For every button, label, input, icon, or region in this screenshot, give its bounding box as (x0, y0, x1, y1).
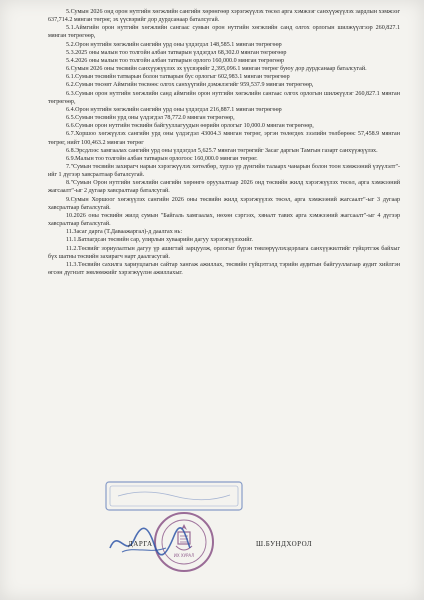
paragraph-6-6: 6.6.Сумын орон нутгийн төсвийн байгууллагуудын өөрийн орлогыг 10,000.0 мянган төгрөгөөр, (66, 123, 314, 130)
paragraph-6-1: 6.1.Сумын төсвийн татварын болон татварын бус орлогыг 602,983.1 мянган төгрөгөөр (66, 74, 290, 81)
resolution-body (48, 8, 400, 277)
seal-text: ИХ ХУРАЛ (173, 553, 195, 558)
signatory-name: Ш.БУНДХОРОЛ (256, 540, 313, 548)
signatory-title: ДАРГА (128, 540, 153, 548)
paragraph-6-4: 6.4.Орон нутгийн хөгжлийн сангийн урд оны үлдэгдэл 216,887.1 мянган төгрөгөөр (66, 106, 282, 113)
approval-stamp (104, 478, 244, 514)
paragraph-11-1: 11.1.Батлагдсан төсвийн сар, улирлын хуваарийн дагуу хэрэгжүүлэхийг. (66, 237, 253, 244)
paragraph-6-3: 6.3.Сумын орон нутгийн хөгжлийн санд аймгийн орон нутгийн хөгжлийн сангаас олгох орлогын шилжүүлэг 260,827.1 мянган төгрөгөөр, (48, 90, 400, 105)
paragraph-11-3: 11.3.Төсвийн сахилга хариуцлагын сайтар хангаж ажиллах, төсвийн гүйцэтгэлд тэрийн аудитын байгууллагаар аудит хийлгэн өгсөн дүгнэлт зөвлөмжийг хэрэгжүүлэн ажиллахыг. (48, 261, 400, 276)
paragraph-9: 9.Сумын Хоршоог хөгжүүлэх сангийн 2026 оны төсвийн жилд хэрэгжүүлэх төсөл, арга хэмжээний жагсаалт"-ыг 3 дугаар хавсралтаар баталсугай. (48, 196, 400, 211)
paragraph-6: 6.Сумын 2026 оны төсвийн санхүүжүүлэх эх үүсвэрийг 2,395,096.1 мянган төгрөг буюу дор дурдсанаар баталсугай. (66, 66, 367, 73)
signature-block (48, 534, 400, 558)
paragraph-6-8: 6.8.Эрсдлээс хамгаалах сангийн урд оны үлдэгдэл 5,625.7 мянган төгрөгийг Засаг даргын Тамгын газарт санхүүжүүлэх. (66, 147, 378, 154)
paragraph-11: 11.Засаг дарга (Т.Даваажаргал)-д даалгах нь: (66, 229, 183, 236)
paragraph-6-5: 6.5.Сумын төсвийн урд оны үлдэгдэл 78,772.0 мянган төгрөгөөр, (66, 115, 235, 122)
paragraph-5-4: 5.4.2026 оны малын тоо толгойн албан татварын орлого 160,000.0 мянган төгрөгөөр (66, 57, 285, 64)
paragraph-6-2: 6.2.Сумын төсөвт Аймгийн төсвөөс олгох санхүүгийн дэмжлэгийг 959,537.9 мянган төгрөгөөр, (66, 82, 314, 89)
paragraph-5: 5.Сумын 2026 онд орон нутгийн хөгжлийн сангийн хөрөнгөөр хэрэгжүүлэх төсөл арга хэмжээг санхүүжүүлэх зардлын хэмжээг 637,714.2 мянган төгрөг, эх үүсвэрийг дор дурдсанаар баталсугай. (48, 9, 400, 24)
paragraph-5-2: 5.2.Орон нутгийн хөгжлийн сангийн урд оны үлдэгдэл 148,585.1 мянган төгрөгөөр (66, 41, 282, 48)
paragraph-5-1: 5.1.Аймгийн орон нутгийн хөгжлийн сангаас сумын орон нутгийн хөгжлийн санд олгох орлогын шилжүүлгээр 260,827.1 мянган төгрөгөөр, (48, 25, 400, 40)
paragraph-5-3: 5.3.2025 оны малын тоо толгойн албан татварын үлдэгдэл 68,302.0 мянган төгрөгөөр (66, 49, 287, 56)
paragraph-7: 7."Сумын төсвийн захирагч нарын хэрэгжүүлэх хөтөлбөр, хурээ үр дүнгийн талаарх чанарын болон тоон хэмжээний үзүүлэлт"-ийг 1 дүгээр хавсралтаар баталсугай. (48, 163, 400, 179)
paragraph-6-9: 6.9.Малын тоо толгойн албан татварын орлогоос 160,000.0 мянган төгрөг. (66, 155, 258, 162)
paragraph-8: 8."Сумын Орон нутгийн хөгжлийн сангийн хөрөнгө оруулалтаар 2026 онд төсвийн жилд хэрэгжүүлэх төсөл, арга хэмжээний жагсаалт"-ыг 2 дугаар хавсралтаар баталсугай. (48, 180, 400, 195)
paragraph-10: 10.2026 оны төсвийн жилд сумын "Байгаль хамгаалах, нөхөн сэргээх, хяналт тавих арга хэмжээний жагсаалт"-ыг 4 дүгээр хавсралтаар баталсугай. (48, 212, 400, 228)
paragraph-11-2: 11.2.Төсвийг зориулалтын дагуу үр ашигтай зарцуулж, орлогыг бүрэн төвлөрүүлэхэдэрлага санхүүжилтийг гүйцэтгэж байхыг бүх шатны төсвийн захирагч нарт даалгасугай. (48, 245, 400, 260)
paragraph-6-7: 6.7.Хоршоо хөгжүүлэх сангийн урд оны үлдэгдэл 43004.3 мянган төгрөг, эргэн төлөгдөх зээлийн төлбөрөөс 57,458.9 мянган төгрөг, нийт 100,463.2 мянган төгрөг (48, 131, 400, 146)
